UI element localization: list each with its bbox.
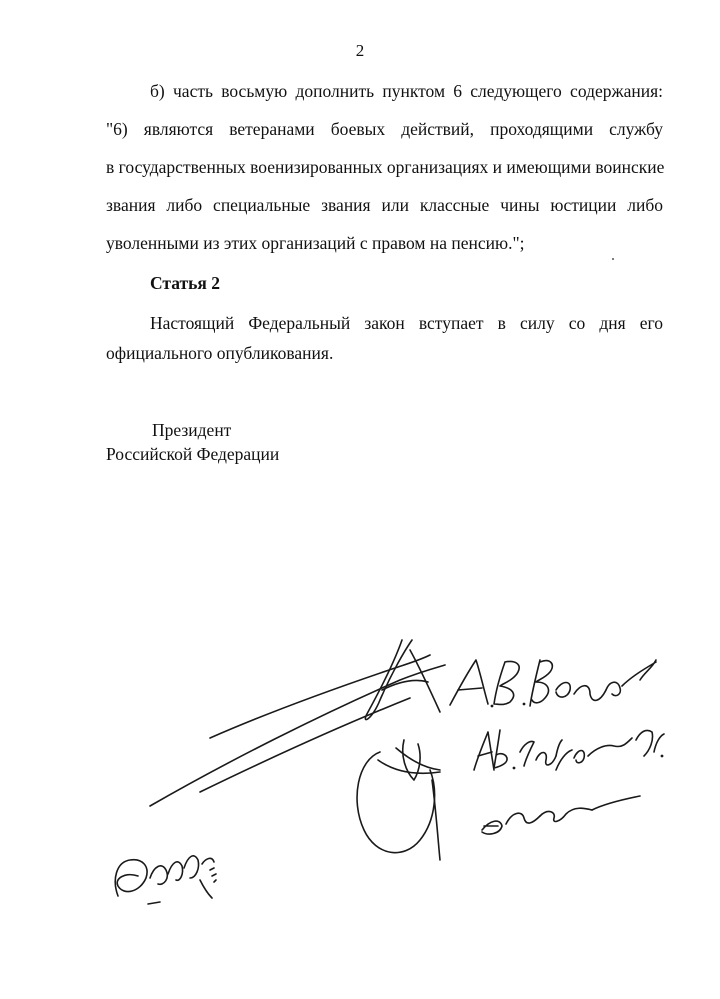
signature-initials — [115, 856, 216, 904]
amend-line-1: б) часть восьмую дополнить пунктом 6 следующего содержания: — [150, 81, 663, 101]
signature-loop — [357, 740, 440, 860]
article-line-1: Настоящий Федеральный закон вступает в силу со дня его — [150, 313, 663, 333]
signatory-title: Президент — [152, 420, 232, 440]
signature-name-2 — [474, 730, 664, 770]
article-line-2: официального опубликования. — [106, 343, 334, 363]
page-number: 2 — [355, 41, 365, 60]
signature-name-3 — [482, 796, 640, 834]
signature-main — [150, 640, 445, 806]
amend-line-5: уволенными из этих организаций с правом на пенсию."; — [106, 233, 525, 253]
amend-line-3: в государственных военизированных организациях и имеющими воинские — [106, 157, 665, 177]
signature-name-1 — [450, 660, 656, 707]
amend-line-2: "6) являются ветеранами боевых действий, проходящими службу — [106, 119, 663, 139]
signatory-org: Российской Федерации — [106, 444, 280, 464]
amend-line-4: звания либо специальные звания или классные чины юстиции либо — [106, 195, 663, 215]
article-heading: Статья 2 — [150, 273, 220, 293]
